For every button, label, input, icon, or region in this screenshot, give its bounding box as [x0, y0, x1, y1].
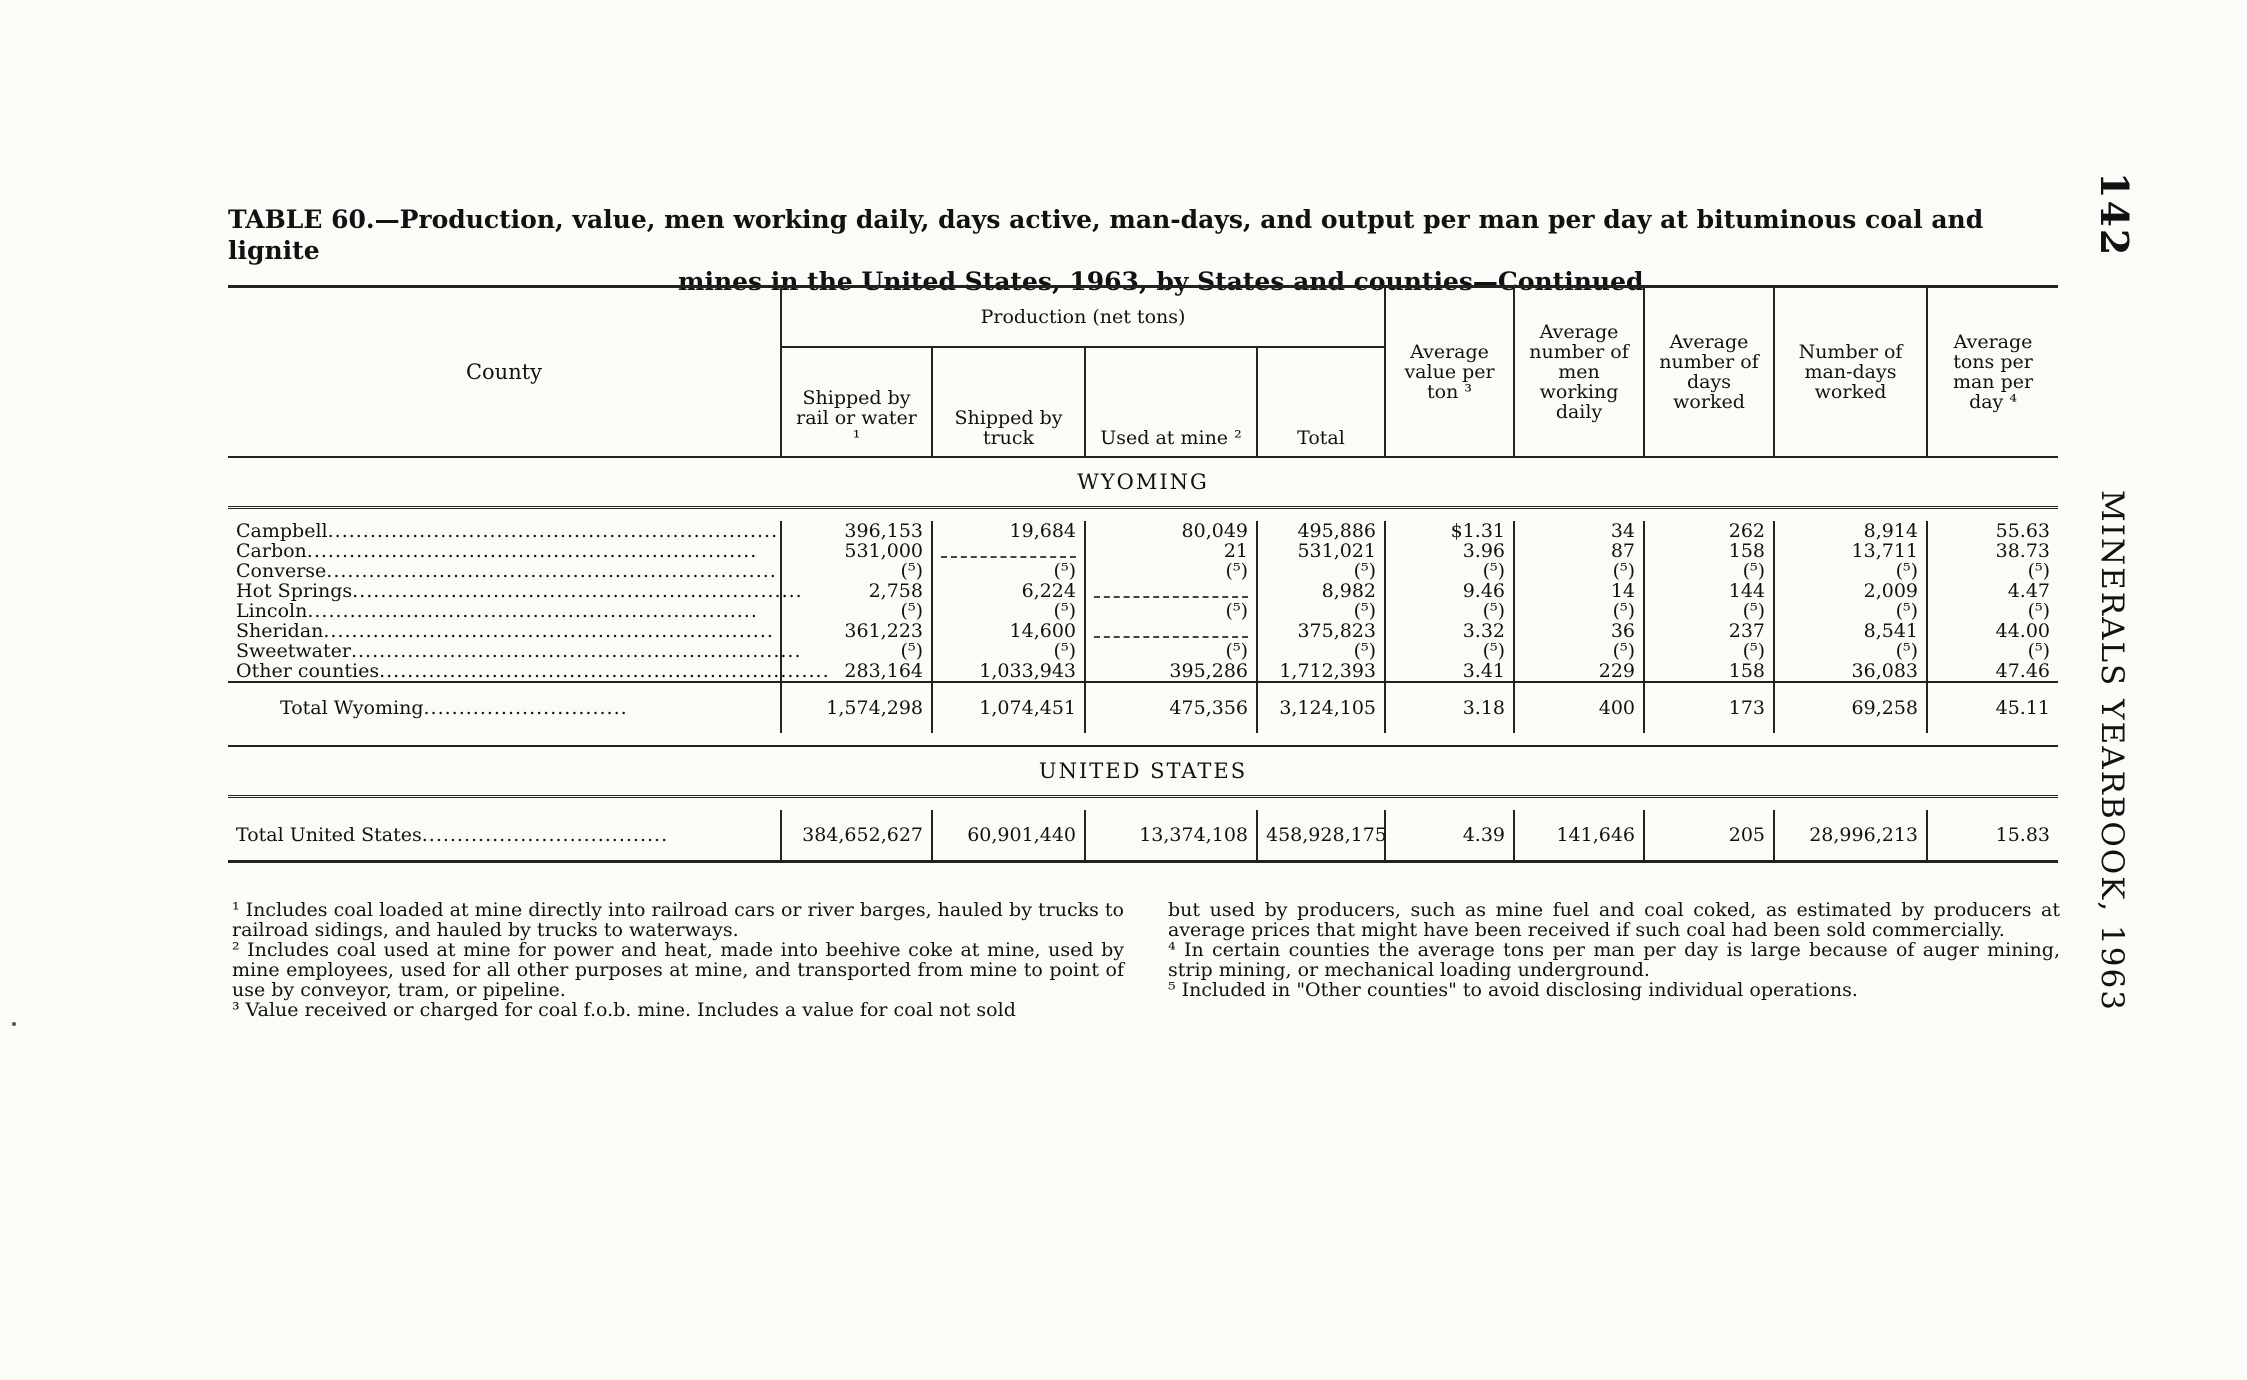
cell-total: (⁵) — [1257, 561, 1385, 581]
col-header-shipped-rail: Shipped by rail or water ¹ — [781, 347, 932, 457]
cell-value: 3.18 — [1385, 682, 1514, 733]
cell-days: 262 — [1644, 521, 1774, 541]
footnote-3-continued: but used by producers, such as mine fuel and coal coked, as estimated by producers at average prices that might have been received if such coal had been sold commercially. — [1168, 899, 2060, 941]
cell-tons: 45.11 — [1927, 682, 2058, 733]
cell-value: $1.31 — [1385, 521, 1514, 541]
cell-total: 1,712,393 — [1257, 661, 1385, 682]
caption-line-1: TABLE 60.—Production, value, men working daily, days active, man-days, and output per man per day at bituminous coal and lignite — [228, 205, 1984, 265]
cell-rail: 1,574,298 — [781, 682, 932, 733]
cell-total: 495,886 — [1257, 521, 1385, 541]
cell-days: 205 — [1644, 810, 1774, 862]
footnotes-right — [1168, 900, 2060, 1000]
cell-days: 237 — [1644, 621, 1774, 641]
cell-mandays: 28,996,213 — [1774, 810, 1927, 862]
col-header-shipped-truck: Shipped by truck — [932, 347, 1085, 457]
cell-days: (⁵) — [1644, 601, 1774, 621]
cell-mandays: 8,914 — [1774, 521, 1927, 541]
table-row — [228, 621, 2058, 641]
cell-used: 21 — [1085, 541, 1257, 561]
cell-tons: 4.47 — [1927, 581, 2058, 601]
cell-used: 13,374,108 — [1085, 810, 1257, 862]
col-header-man-days: Number of man-days worked — [1774, 287, 1927, 458]
table-row — [228, 561, 2058, 581]
cell-total: (⁵) — [1257, 601, 1385, 621]
cell-days: (⁵) — [1644, 641, 1774, 661]
cell-men: 34 — [1514, 521, 1644, 541]
total-us-row — [228, 810, 2058, 862]
section-heading-united-states: UNITED STATES — [228, 746, 2058, 797]
cell-truck — [932, 541, 1085, 561]
cell-used: (⁵) — [1085, 601, 1257, 621]
cell-rail: 384,652,627 — [781, 810, 932, 862]
county-name: Carbon................................................................ — [236, 540, 758, 562]
cell-mandays: 36,083 — [1774, 661, 1927, 682]
cell-total: 8,982 — [1257, 581, 1385, 601]
cell-days: 173 — [1644, 682, 1774, 733]
cell-tons: (⁵) — [1927, 601, 2058, 621]
cell-men: (⁵) — [1514, 641, 1644, 661]
cell-men: 87 — [1514, 541, 1644, 561]
cell-total: 375,823 — [1257, 621, 1385, 641]
col-header-county: County — [228, 287, 781, 458]
cell-value: (⁵) — [1385, 641, 1514, 661]
col-header-used-at-mine: Used at mine ² — [1085, 347, 1257, 457]
col-header-avg-days: Average number of days worked — [1644, 287, 1774, 458]
cell-rail: (⁵) — [781, 561, 932, 581]
col-header-avg-men: Average number of men working daily — [1514, 287, 1644, 458]
cell-rail: (⁵) — [781, 601, 932, 621]
cell-truck: (⁵) — [932, 561, 1085, 581]
cell-men: (⁵) — [1514, 561, 1644, 581]
cell-mandays: 8,541 — [1774, 621, 1927, 641]
cell-truck: 14,600 — [932, 621, 1085, 641]
cell-value: (⁵) — [1385, 601, 1514, 621]
page-number: 142 — [2092, 172, 2137, 258]
cell-used: 395,286 — [1085, 661, 1257, 682]
cell-used: (⁵) — [1085, 561, 1257, 581]
cell-truck: 6,224 — [932, 581, 1085, 601]
cell-rail: 361,223 — [781, 621, 932, 641]
cell-mandays: 13,711 — [1774, 541, 1927, 561]
cell-days: 144 — [1644, 581, 1774, 601]
county-name: Hot Springs................................................................ — [236, 580, 803, 602]
cell-truck: (⁵) — [932, 601, 1085, 621]
cell-men: 141,646 — [1514, 810, 1644, 862]
cell-rail: 283,164 — [781, 661, 932, 682]
cell-tons: 15.83 — [1927, 810, 2058, 862]
footnote-4: ⁴ In certain counties the average tons per man per day is large because of auger mining, strip mining, or mechanical loading underground. — [1168, 939, 2060, 981]
cell-used: 80,049 — [1085, 521, 1257, 541]
table-row — [228, 661, 2058, 682]
cell-used: 475,356 — [1085, 682, 1257, 733]
cell-value: (⁵) — [1385, 561, 1514, 581]
footnote-2: ² Includes coal used at mine for power and heat, made into beehive coke at mine, used by mine employees, used for all other purposes at mine, and transported from mine to point of use by conveyor, tram, or pipeline. — [232, 939, 1124, 1001]
cell-truck: (⁵) — [932, 641, 1085, 661]
footnote-5: ⁵ Included in "Other counties" to avoid disclosing individual operations. — [1168, 979, 1858, 1001]
county-name: Sheridan................................................................ — [236, 620, 774, 642]
cell-mandays: 69,258 — [1774, 682, 1927, 733]
cell-used — [1085, 621, 1257, 641]
cell-used: (⁵) — [1085, 641, 1257, 661]
cell-tons: (⁵) — [1927, 561, 2058, 581]
cell-truck: 19,684 — [932, 521, 1085, 541]
cell-men: 229 — [1514, 661, 1644, 682]
cell-total: 531,021 — [1257, 541, 1385, 561]
cell-men: 36 — [1514, 621, 1644, 641]
cell-total: 458,928,175 — [1257, 810, 1385, 862]
caption-line-2: mines in the United States, 1963, by States and counties—Continued — [678, 267, 1644, 296]
wyoming-rows — [228, 521, 2058, 682]
col-header-production: Production (net tons) — [781, 287, 1385, 348]
cell-value: 3.41 — [1385, 661, 1514, 682]
cell-mandays: (⁵) — [1774, 561, 1927, 581]
cell-rail: 531,000 — [781, 541, 932, 561]
cell-mandays: (⁵) — [1774, 641, 1927, 661]
cell-value: 4.39 — [1385, 810, 1514, 862]
cell-value: 9.46 — [1385, 581, 1514, 601]
cell-men: 400 — [1514, 682, 1644, 733]
cell-value: 3.96 — [1385, 541, 1514, 561]
table-row — [228, 581, 2058, 601]
cell-days: 158 — [1644, 541, 1774, 561]
print-speck — [12, 1022, 16, 1026]
cell-mandays: 2,009 — [1774, 581, 1927, 601]
cell-tons: 44.00 — [1927, 621, 2058, 641]
cell-men: (⁵) — [1514, 601, 1644, 621]
cell-days: 158 — [1644, 661, 1774, 682]
cell-mandays: (⁵) — [1774, 601, 1927, 621]
cell-truck: 1,033,943 — [932, 661, 1085, 682]
coal-production-table — [228, 285, 2058, 863]
cell-men: 14 — [1514, 581, 1644, 601]
cell-total: 3,124,105 — [1257, 682, 1385, 733]
county-name: Converse................................................................ — [236, 560, 777, 582]
cell-days: (⁵) — [1644, 561, 1774, 581]
col-header-avg-value: Average value per ton ³ — [1385, 287, 1514, 458]
table-row — [228, 601, 2058, 621]
cell-tons: 38.73 — [1927, 541, 2058, 561]
total-wyoming-label: Total Wyoming............................. — [228, 682, 781, 733]
col-header-avg-tons: Average tons per man per day ⁴ — [1927, 287, 2058, 458]
total-wyoming-row — [228, 682, 2058, 733]
cell-tons: (⁵) — [1927, 641, 2058, 661]
county-name: Campbell................................................................ — [236, 520, 779, 542]
cell-tons: 55.63 — [1927, 521, 2058, 541]
cell-truck: 60,901,440 — [932, 810, 1085, 862]
table-row — [228, 641, 2058, 661]
cell-rail: 396,153 — [781, 521, 932, 541]
cell-value: 3.32 — [1385, 621, 1514, 641]
running-head-title: MINERALS YEARBOOK, 1963 — [2094, 490, 2130, 1012]
county-name: Sweetwater................................................................ — [236, 640, 802, 662]
section-heading-wyoming: WYOMING — [228, 457, 2058, 508]
footnotes-left — [232, 900, 1124, 1020]
county-name: Other counties................................................................ — [236, 660, 830, 682]
col-header-total: Total — [1257, 347, 1385, 457]
table-row — [228, 521, 2058, 541]
table-row — [228, 541, 2058, 561]
cell-used — [1085, 581, 1257, 601]
cell-tons: 47.46 — [1927, 661, 2058, 682]
cell-rail: 2,758 — [781, 581, 932, 601]
cell-rail: (⁵) — [781, 641, 932, 661]
cell-truck: 1,074,451 — [932, 682, 1085, 733]
cell-total: (⁵) — [1257, 641, 1385, 661]
county-name: Lincoln................................................................ — [236, 600, 758, 622]
table-caption — [228, 204, 2060, 297]
footnote-3: ³ Value received or charged for coal f.o.b. mine. Includes a value for coal not sold — [232, 999, 1016, 1021]
footnote-1: ¹ Includes coal loaded at mine directly into railroad cars or river barges, hauled by trucks to railroad sidings, and hauled by trucks to waterways. — [232, 899, 1124, 941]
total-us-label: Total United States................................... — [228, 810, 781, 862]
